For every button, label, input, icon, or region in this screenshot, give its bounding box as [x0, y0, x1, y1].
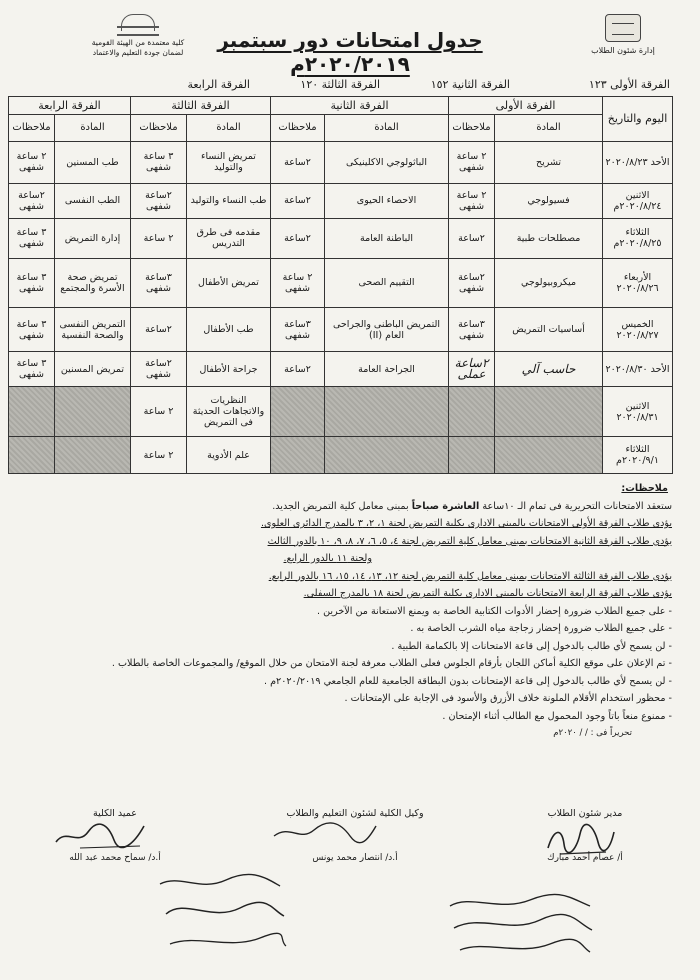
handwritten-signature-icon	[540, 820, 620, 860]
notes-cell: ٢ساعة شفهى	[131, 184, 187, 218]
table-row	[9, 184, 673, 218]
signature-name: أ/ عصام أحمد مبارك	[547, 853, 623, 863]
header-group-3: الفرقة الثالثة	[131, 97, 271, 115]
group-4-count: الفرقة الرابعة	[187, 78, 250, 91]
header-group-1: الفرقة الأولى	[449, 97, 603, 115]
notes-cell: ٢ساعة	[271, 218, 325, 259]
notes-cell: ٢ساعة	[449, 218, 495, 259]
notes-cell: ٢ساعة	[271, 141, 325, 184]
day-cell: الثلاثاء ٢٠٢٠/٩/١م	[603, 437, 673, 474]
notes-cell: ٢ساعة شفهى	[9, 184, 55, 218]
rule-mask: - لن يسمح لأي طالب بالدخول إلى قاعة الامتحانات إلا بالكمامة الطبية .	[30, 638, 672, 656]
subject-cell: ميكروبيولوجي	[495, 259, 603, 308]
header-group-4: الفرقة الرابعة	[9, 97, 131, 115]
shaded-cell	[495, 437, 603, 474]
subject-cell: طب النساء والتوليد	[187, 184, 271, 218]
subject-cell: تمريض النساء والتوليد	[187, 141, 271, 184]
header-group-2: الفرقة الثانية	[271, 97, 449, 115]
notes-cell: ٢ساعة	[271, 184, 325, 218]
rule-pens: - محظور استخدام الأقلام الملونة خلاف الأزرق والأسود فى الإجابة على الإمتحانات .	[30, 690, 672, 708]
table-row	[9, 352, 673, 386]
notes-cell: ٣ ساعة شفهى	[9, 218, 55, 259]
student-affairs-logo	[584, 14, 662, 66]
signature-title: مدير شئون الطلاب	[547, 808, 623, 819]
handwritten-notes-cell: ٢ساعة عملى	[449, 352, 495, 386]
notes-cell: ٢ ساعة شفهى	[271, 259, 325, 308]
notes-cell: ٢ ساعة شفهى	[449, 184, 495, 218]
note-group-3-location: يؤدى طلاب الفرقة الثالثة الامتحانات بمبنى معامل كلية التمريض لجنة ١٢، ١٣، ١٤، ١٥، ١٦ بالدور الرابع.	[268, 570, 672, 582]
handwritten-signature-icon	[50, 818, 150, 852]
table-row	[9, 218, 673, 259]
shaded-cell	[449, 386, 495, 437]
subject-cell: إدارة التمريض	[55, 218, 131, 259]
shaded-cell	[325, 386, 449, 437]
signature-title: وكيل الكلية لشئون التعليم والطلاب	[286, 808, 424, 819]
subject-cell: مصطلحات طبية	[495, 218, 603, 259]
shaded-cell	[449, 437, 495, 474]
note-group-1-location: يؤدى طلاب الفرقة الأولى الامتحانات بالمبنى الادارى بكلية التمريض لجنة ١، ٢، ٣ بالمدرج الدائرى العلوى.	[260, 518, 672, 529]
group-3-count: الفرقة الثالثة ١٢٠	[300, 78, 380, 91]
notes-section	[30, 480, 672, 743]
day-cell: الأحد ٢٠٢٠/٨/٣٠	[603, 352, 673, 386]
table-row	[9, 386, 673, 437]
header-subject: المادة	[55, 115, 131, 141]
handwritten-signature-icon	[270, 818, 380, 846]
subject-cell: طب الأطفال	[187, 307, 271, 352]
notes-cell: ٣ ساعة شفهى	[9, 307, 55, 352]
subject-cell: النظريات والاتجاهات الحديثة فى التمريض	[187, 386, 271, 437]
day-cell: الاثنين ٢٠٢٠/٨/٢٤م	[603, 184, 673, 218]
day-cell: الخميس ٢٠٢٠/٨/٢٧	[603, 307, 673, 352]
handwritten-approval-note-icon	[150, 870, 290, 960]
rule-id-card: - لن يسمح لأي طالب بالدخول إلى قاعة الإمتحانات بدون البطاقة الجامعية للعام الجامعي ٢٠٢٠/٢٠١٩م .	[30, 673, 672, 691]
subject-cell: جراحة الأطفال	[187, 352, 271, 386]
subject-cell: التقييم الصحى	[325, 259, 449, 308]
subject-cell: فسيولوجي	[495, 184, 603, 218]
note-time-bold: العاشرة صباحاً	[411, 500, 480, 512]
subject-cell: مقدمه فى طرق التدريس	[187, 218, 271, 259]
header-subject: المادة	[325, 115, 449, 141]
subject-cell: تشريح	[495, 141, 603, 184]
notes-cell: ٣ساعة شفهى	[271, 307, 325, 352]
handwritten-approval-note-icon	[440, 892, 600, 962]
signature-title: عميد الكلية	[93, 808, 137, 819]
header-notes: ملاحظات	[9, 115, 55, 141]
building-emblem-icon	[117, 12, 159, 38]
shaded-cell	[325, 437, 449, 474]
subject-cell: الجراحة العامة	[325, 352, 449, 386]
notes-cell: ٣ ساعة شفهى	[9, 352, 55, 386]
subject-cell: طب المسنين	[55, 141, 131, 184]
exam-schedule-table	[8, 96, 673, 474]
table-row	[9, 307, 673, 352]
student-affairs-caption: إدارة شئون الطلاب	[591, 46, 655, 55]
group-1-count: الفرقة الأولى ١٢٣	[588, 78, 670, 91]
subject-cell: أساسيات التمريض	[495, 307, 603, 352]
subject-cell: تمريض الأطفال	[187, 259, 271, 308]
header-subject: المادة	[495, 115, 603, 141]
rule-stationery: - على جميع الطلاب ضرورة إحضار الأدوات الكتابية الخاصة به ويمنع الاستعانة من الآخرين .	[30, 603, 672, 621]
note-time	[30, 498, 672, 516]
subject-cell: الباثولوجي الاكلينيكى	[325, 141, 449, 184]
shaded-cell	[55, 437, 131, 474]
notes-cell: ٣ساعة شفهى	[131, 259, 187, 308]
shaded-cell	[9, 386, 55, 437]
notes-cell: ٣ساعة شفهى	[449, 307, 495, 352]
notes-cell: ٣ ساعة شفهى	[131, 141, 187, 184]
subject-cell: الباطنة العامة	[325, 218, 449, 259]
group-2-count: الفرقة الثانية ١٥٢	[430, 78, 510, 91]
accreditation-caption-2: لضمان جودة التعليم والاعتماد	[92, 48, 184, 57]
header-day-date: اليوم والتاريخ	[603, 97, 673, 142]
header-subject: المادة	[187, 115, 271, 141]
issue-date-line: تحريراً فى : / / ٢٠٢٠م	[553, 728, 632, 738]
rule-water-bottle: - على جميع الطلاب ضرورة إحضار زجاجة مياه الشرب الخاصة به .	[30, 620, 672, 638]
subject-cell: التمريض الباطنى والجراحى العام (II)	[325, 307, 449, 352]
notes-cell: ٢ ساعة	[131, 218, 187, 259]
subject-cell: التمريض النفسى والصحة النفسية	[55, 307, 131, 352]
shaded-cell	[271, 386, 325, 437]
table-row	[9, 141, 673, 184]
notes-cell: ٢ ساعة شفهى	[9, 141, 55, 184]
accreditation-caption-1: كلية معتمدة من الهيئة القومية	[91, 38, 185, 47]
rule-seat-numbers: - تم الإعلان على موقع الكلية أماكن اللجان بأرقام الجلوس فعلى الطلاب معرفة لجنة الامتحان من خلال الموقع/ والمجموعات الخاصة بالطلاب .	[30, 655, 672, 673]
notes-cell: ٢ ساعة شفهى	[449, 141, 495, 184]
subject-cell: علم الأدوية	[187, 437, 271, 474]
header-notes: ملاحظات	[449, 115, 495, 141]
note-group-4-location: يؤدى طلاب الفرقة الرابعة الامتحانات بالمبنى الادارى بكلية التمريض لجنة ١٨ بالمدرج السفلى.	[303, 588, 672, 599]
shaded-cell	[9, 437, 55, 474]
notes-cell: ٣ ساعة شفهى	[9, 259, 55, 308]
shaded-cell	[495, 386, 603, 437]
signature-name: أ.د/ سماح محمد عبد الله	[69, 853, 161, 863]
notes-cell: ٢ ساعة	[131, 437, 187, 474]
header-notes: ملاحظات	[131, 115, 187, 141]
note-group-2-location: يؤدى طلاب الفرقة الثانية الامتحانات بمبنى معامل كلية التمريض لجنة ٤، ٥، ٦، ٧، ٨، ٩، ١٠ بالدور الثالث	[267, 535, 672, 547]
day-cell: الاثنين ٢٠٢٠/٨/٣١	[603, 386, 673, 437]
notes-cell: ٢ ساعة	[131, 386, 187, 437]
subject-cell: الاحصاء الحيوى	[325, 184, 449, 218]
handwritten-subject-cell: حاسب آلي	[495, 352, 603, 386]
notes-cell: ٢ساعة شفهى	[449, 259, 495, 308]
shaded-cell	[271, 437, 325, 474]
header-notes: ملاحظات	[271, 115, 325, 141]
page-title: جدول امتحانات دور سبتمبر ٢٠٢٠/٢٠١٩م	[217, 28, 483, 76]
notes-cell: ٢ساعة	[271, 352, 325, 386]
notes-cell: ٢ساعة	[131, 307, 187, 352]
subject-cell: الطب النفسى	[55, 184, 131, 218]
table-row	[9, 259, 673, 308]
notes-cell: ٢ساعة شفهى	[131, 352, 187, 386]
rule-mobile: - ممنوع منعاً باتاً وجود المحمول مع الطالب أثناء الإمتحان .	[30, 708, 672, 726]
notes-heading: ملاحظات:	[621, 483, 668, 494]
shaded-cell	[55, 386, 131, 437]
subject-cell: تمريض صحة الأسرة والمجتمع	[55, 259, 131, 308]
subject-cell: تمريض المسنين	[55, 352, 131, 386]
signature-name: أ.د/ انتصار محمد يونس	[312, 853, 398, 863]
note-time-text: ستعقد الامتحانات التحريرية فى تمام الـ ١٠ساعة	[482, 500, 672, 512]
note-time-place: بمبنى معامل كلية التمريض الجديد.	[272, 500, 409, 512]
building-seal-icon	[605, 14, 641, 42]
table-row	[9, 437, 673, 474]
note-group-2-location-cont: ولجنة ١١ بالدور الرابع.	[283, 553, 372, 564]
day-cell: الأربعاء ٢٠٢٠/٨/٢٦	[603, 259, 673, 308]
day-cell: الثلاثاء ٢٠٢٠/٨/٢٥م	[603, 218, 673, 259]
day-cell: الأحد ٢٠٢٠/٨/٢٣	[603, 141, 673, 184]
